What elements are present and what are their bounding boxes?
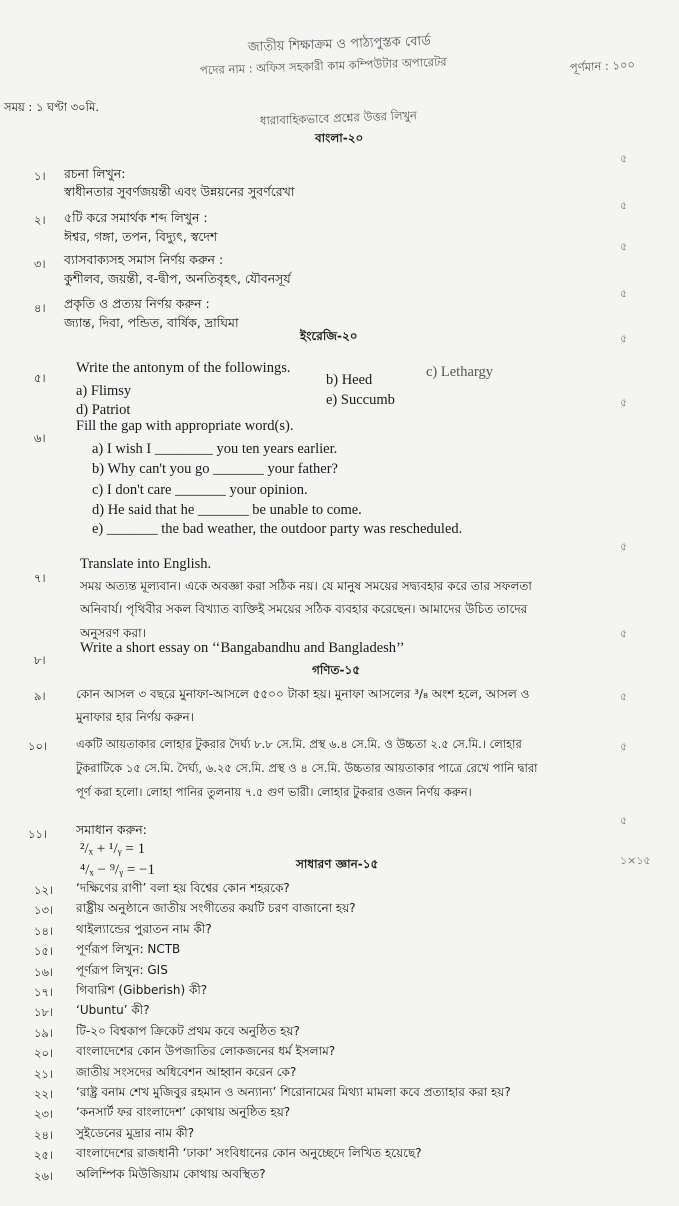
question-detail: জ্যান্ত, দিবা, পন্ডিত, বার্ষিক, দ্রাঘিমা (64, 315, 239, 330)
instruction: ধারাবাহিকভাবে প্রশ্নের উত্তর লিখুন (259, 108, 418, 128)
question-text: সমাধান করুন: (76, 822, 147, 837)
gk-question: গিবারিশ (Gibberish) কী? (76, 983, 208, 997)
question-number: ১০। (28, 739, 48, 753)
translation-line-2: অনিবার্য। পৃথিবীর সকল বিখ্যাত ব্যক্তিই সময়ের সঠিক ব্যবহার করেছেন। আমাদের উচিত তাদের (80, 602, 528, 616)
question-mark: ৫ (620, 199, 628, 212)
gk-question: জাতীয় সংসদের অধিবেশন আহ্বান করেন কে? (76, 1064, 297, 1079)
option-a: a) Flimsy (76, 383, 132, 399)
gk-question: পূর্ণরূপ লিখুন: NCTB (76, 942, 181, 957)
question-text: Translate into English. (80, 556, 212, 572)
question-number: ১৬। (34, 964, 54, 979)
gk-question: ‘দক্ষিণের রাণী’ বলা হয় বিশ্বের কোন শহরকে? (76, 881, 290, 895)
question-mark: ৫ (620, 540, 628, 553)
gk-question: পূর্ণরূপ লিখুন: GIS (76, 962, 168, 977)
option-b: b) Heed (326, 372, 373, 388)
question-number: ১। (34, 169, 46, 183)
gk-question: বাংলাদেশের কোন উপজাতির লোকজনের ধর্ম ইসলাম? (76, 1044, 336, 1059)
question-number: ১২। (34, 883, 54, 897)
option-c: c) Lethargy (426, 364, 493, 380)
gk-question: রাষ্ট্রীয় অনুষ্ঠানে জাতীয় সংগীতের কয়টি চরণ বাজানো হয়? (76, 901, 356, 916)
question-text: প্রকৃতি ও প্রত্যয় নির্ণয় করুন : (64, 296, 210, 311)
option-d: d) Patriot (76, 402, 131, 418)
question-number: ১৮। (34, 1005, 54, 1020)
section-title-gk: সাধারণ জ্ঞান-১৫ (296, 857, 379, 871)
gk-question: টি-২০ বিশ্বকাপ ক্রিকেট প্রথম কবে অনুষ্ঠিত হয়? (76, 1023, 300, 1038)
question-number: ৫। (34, 371, 46, 385)
question-number: ২৬। (34, 1168, 54, 1183)
question-number: ২১। (34, 1066, 54, 1081)
question-number: ৯। (34, 689, 46, 703)
gk-question: ‘রাষ্ট্র বনাম শেখ মুজিবুর রহমান ও অন্যান্য’ শিরোনামের মিথ্যা মামলা কবে প্রত্যাহার করা হয়? (76, 1085, 511, 1099)
question-line-2: মুনাফার হার নির্ণয় করুন। (76, 710, 194, 724)
question-mark: ৫ (620, 287, 628, 300)
question-mark: ৫ (620, 240, 628, 253)
fill-gap-e: e) _______ the bad weather, the outdoor party was rescheduled. (92, 521, 463, 537)
equation-2: ⁴/ₓ − ⁹/ᵧ = −1 (80, 862, 155, 878)
question-number: ৬। (34, 431, 46, 445)
question-number: ৩। (34, 257, 46, 271)
gk-question: অলিম্পিক মিউজিয়াম কোথায় অবস্থিত? (76, 1166, 266, 1181)
question-line-1: কোন আসল ৩ বছরে মুনাফা-আসলে ৫৫০০ টাকা হয়। মুনাফা আসলের ³/₈ অংশ হলে, আসল ও (76, 687, 530, 701)
question-text: Write a short essay on ‘‘Bangabandhu and Bangladesh’’ (80, 640, 405, 656)
full-marks: পূর্ণমান : ১০০ (569, 57, 636, 75)
exam-time: সময় : ১ ঘণ্টা ৩০মি. (4, 100, 99, 114)
question-mark: ৫ (620, 740, 628, 753)
fill-gap-b: b) Why can't you go _______ your father? (92, 461, 338, 477)
question-line-1: একটি আয়তাকার লোহার টুকরার দৈর্ঘ্য ৮.৮ সে.মি. প্রস্থ ৬.৪ সে.মি. ও উচ্চতা ২.৫ সে.মি.। লোহার (76, 737, 522, 751)
question-number: ২৪। (34, 1127, 54, 1142)
gk-question: ‘কনসার্ট ফর বাংলাদেশ’ কোথায় অনুষ্ঠিত হয়? (76, 1105, 291, 1120)
question-text: Write the antonym of the followings. (76, 360, 291, 376)
board-name: জাতীয় শিক্ষাক্রম ও পাঠ্যপুস্তক বোর্ড (247, 33, 432, 56)
question-number: ৭। (34, 571, 46, 585)
option-e: e) Succumb (326, 392, 395, 408)
gk-question: বাংলাদেশের রাজধানী ‘ঢাকা’ সংবিধানের কোন অনুচ্ছেদে লিখিত হয়েছে? (76, 1146, 422, 1161)
question-detail: ঈশ্বর, গঙ্গা, তপন, বিদ্যুৎ, স্বদেশ (64, 229, 218, 244)
question-mark: ৫ (620, 152, 628, 165)
question-number: ২৩। (34, 1107, 54, 1122)
question-number: ১৭। (34, 985, 54, 999)
fill-gap-c: c) I don't care _______ your opinion. (92, 482, 308, 498)
question-text: Fill the gap with appropriate word(s). (76, 418, 294, 434)
post-name: পদের নাম : অফিস সহকারী কাম কম্পিউটার অপারেটর (199, 54, 447, 78)
question-detail: স্বাধীনতার সুবর্ণজয়ন্তী এবং উন্নয়নের সুবর্ণরেখা (64, 184, 295, 199)
question-line-2: টুকরাটিকে ১৫ সে.মি. দৈর্ঘ্য, ৬.২৫ সে.মি. প্রস্থ ও ৪ সে.মি. উচ্চতার আয়তাকার পাত্রে রেখে পানি দ্বারা (76, 761, 538, 775)
gk-question: থাইল্যান্ডের পুরাতন নাম কী? (76, 921, 212, 936)
question-number: ৪। (34, 301, 46, 315)
section-title-math: গণিত-১৫ (312, 663, 361, 677)
section-title-english: ইংরেজি-২০ (300, 329, 358, 343)
fill-gap-a: a) I wish I ________ you ten years earlier. (92, 441, 338, 457)
question-text: রচনা লিখুন: (64, 166, 126, 181)
question-number: ২। (34, 213, 46, 227)
question-detail: কুশীলব, জয়ন্তী, ব-দ্বীপ, অনতিবৃহৎ, যৌবনসূর্য (64, 271, 291, 286)
translation-line-3: অনুসরণ করা। (80, 626, 146, 640)
question-mark: ৫ (620, 814, 628, 827)
fill-gap-d: d) He said that he _______ be unable to come. (92, 502, 362, 518)
question-mark: ৫ (620, 627, 628, 640)
question-number: ১৩। (34, 903, 54, 918)
gk-mark: ১×১৫ (620, 854, 651, 867)
question-number: ২৫। (34, 1148, 54, 1163)
translation-line-1: সময় অত্যন্ত মূল্যবান। একে অবজ্ঞা করা সঠিক নয়। যে মানুষ সময়ের সদ্ব্যবহার করে তার সফলতা (80, 579, 532, 593)
question-mark: ৫ (620, 332, 628, 345)
question-number: ২২। (34, 1087, 54, 1101)
question-text: ব্যাসবাক্যসহ সমাস নির্ণয় করুন : (64, 252, 224, 267)
equation-1: ²/ₓ + ¹/ᵧ = 1 (80, 841, 146, 857)
question-number: ১৪। (34, 923, 54, 938)
question-number: ১৫। (34, 944, 54, 959)
question-number: ৮। (34, 653, 46, 667)
question-mark: ৫ (620, 396, 628, 409)
question-number: ১১। (28, 827, 48, 841)
question-number: ২০। (34, 1046, 54, 1061)
question-text: ৫টি করে সমার্থক শব্দ লিখুন : (64, 210, 208, 225)
question-mark: ৫ (620, 690, 628, 703)
gk-question: সুইডেনের মুদ্রার নাম কী? (76, 1125, 195, 1140)
question-line-3: পূর্ণ করা হলো। লোহা পানির তুলনায় ৭.৫ গুণ ভারী। লোহার টুকরার ওজন নির্ণয় করুন। (76, 785, 472, 799)
question-number: ১৯। (34, 1025, 54, 1040)
gk-question: ‘Ubuntu’ কী? (76, 1003, 150, 1018)
section-title-bangla: বাংলা-২০ (315, 131, 364, 145)
